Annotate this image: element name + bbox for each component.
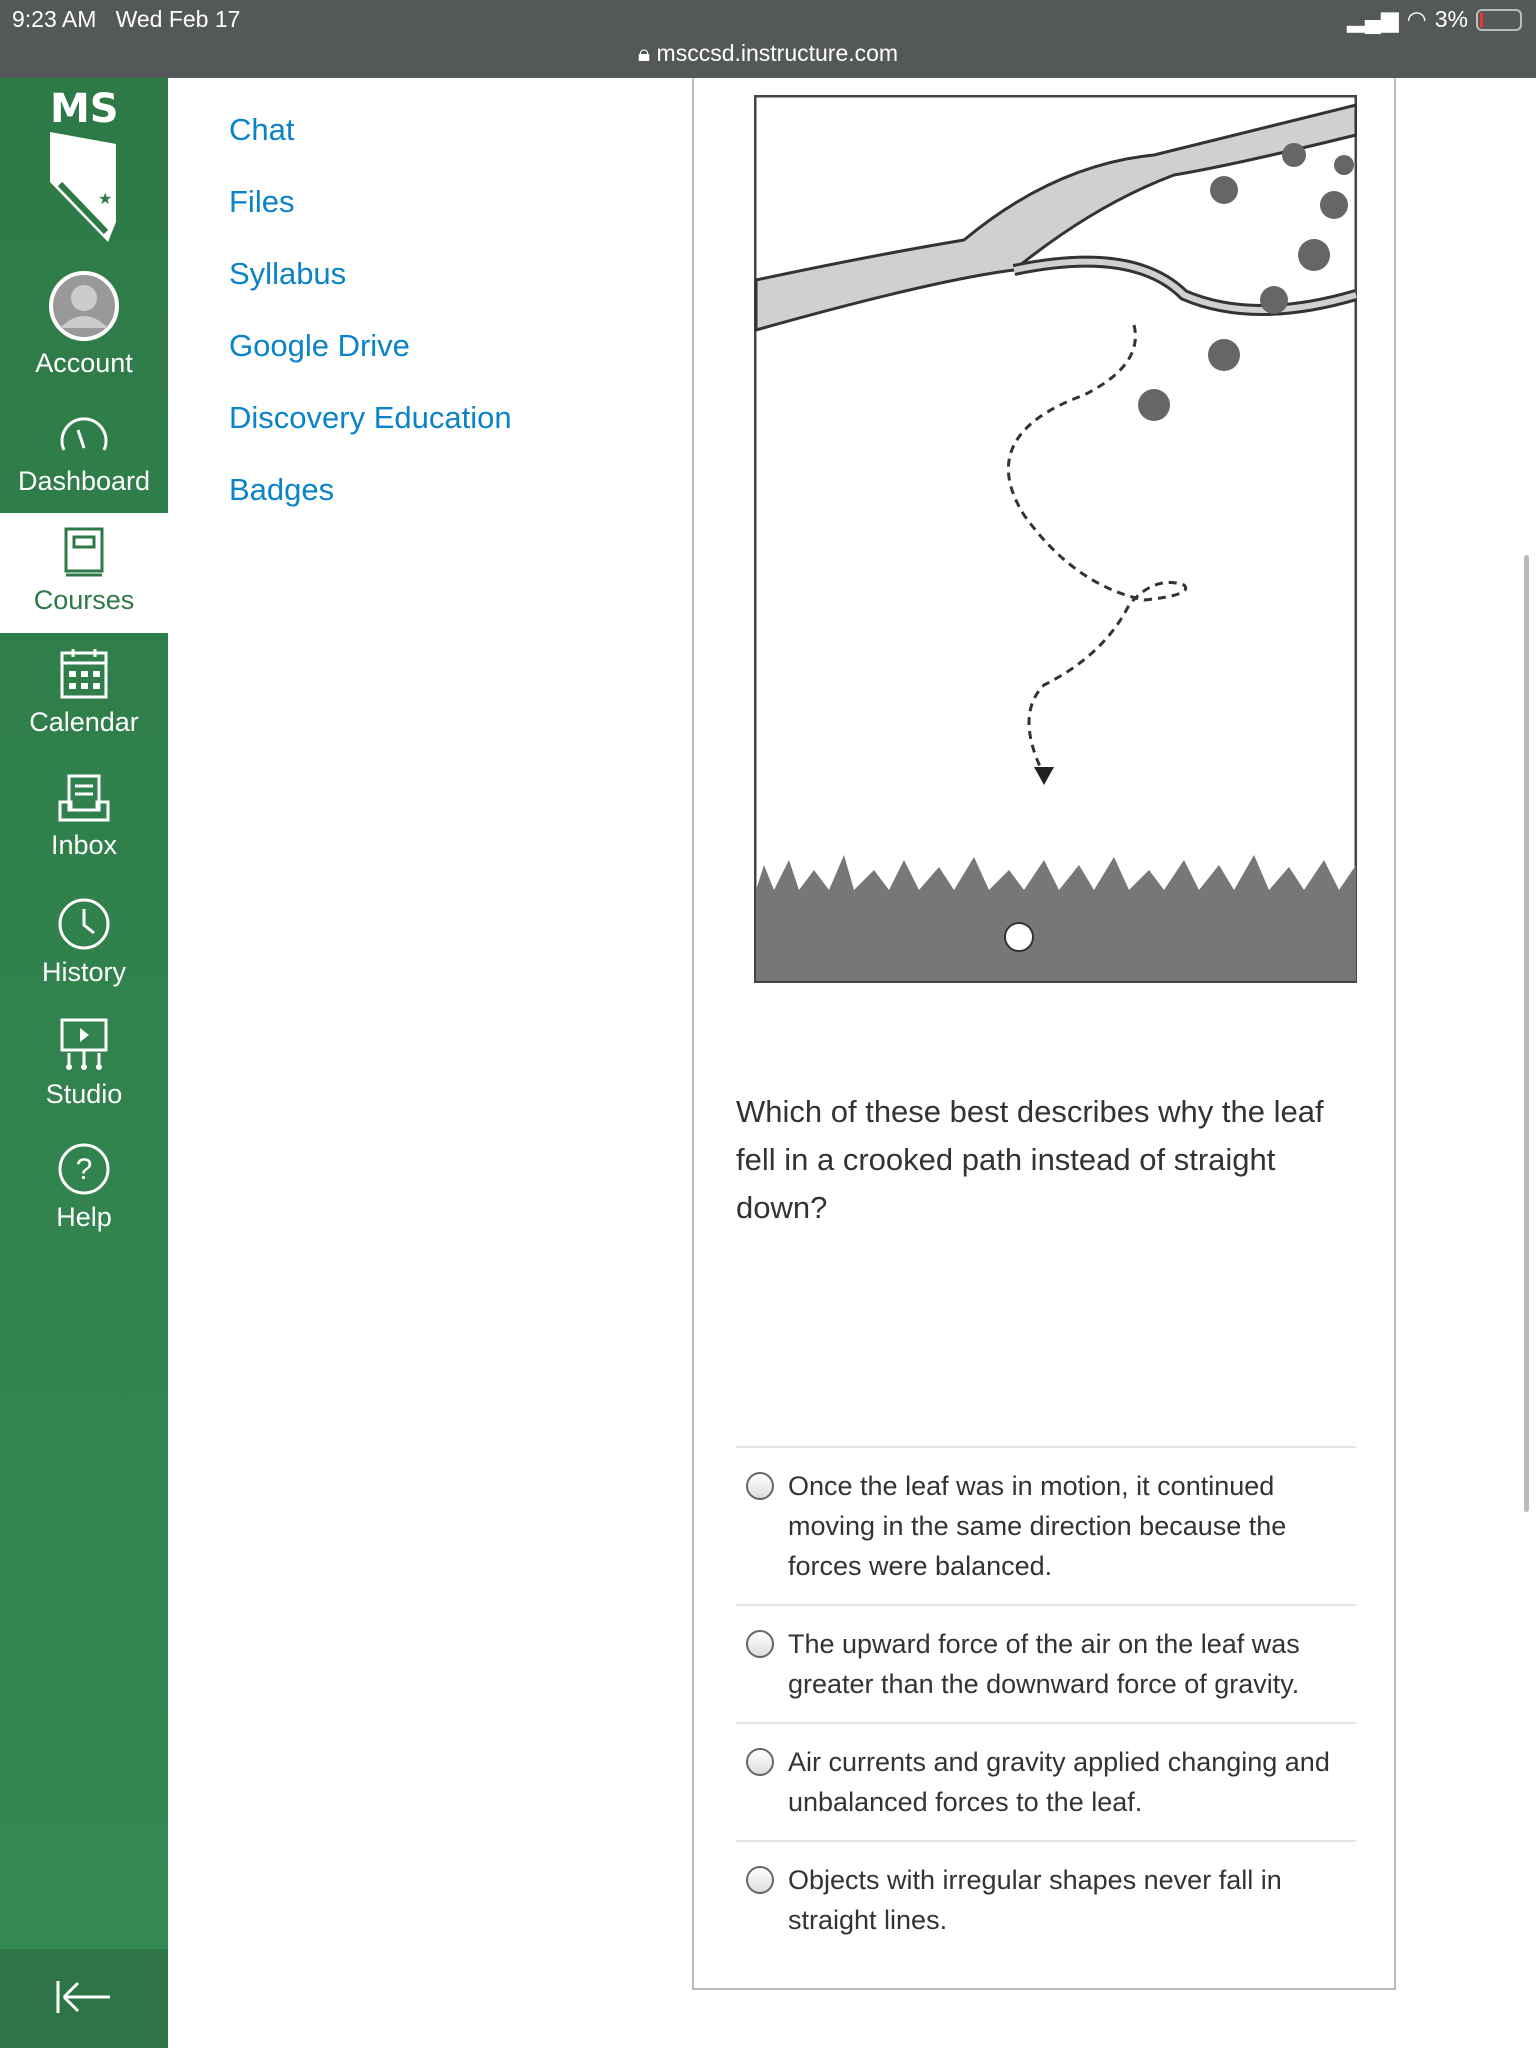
global-nav	[0, 78, 168, 2048]
calendar-icon	[59, 647, 109, 701]
battery-percent: 3%	[1434, 6, 1468, 32]
nav-account[interactable]	[0, 256, 168, 376]
courses-icon	[62, 527, 106, 579]
course-nav-chat[interactable]: Chat	[229, 112, 295, 147]
nav-label: Courses	[33, 585, 135, 615]
answer-options	[736, 1446, 1356, 1958]
answer-option[interactable]	[736, 1722, 1356, 1840]
scrollbar[interactable]	[1524, 555, 1529, 1512]
answer-option[interactable]	[736, 1446, 1356, 1604]
course-nav-syllabus[interactable]: Syllabus	[229, 256, 347, 291]
signal-icon: ▂▄▆	[1347, 6, 1399, 32]
collapse-nav-button[interactable]	[0, 1949, 168, 2048]
quiz-question-card	[692, 78, 1396, 1990]
answer-text: Objects with irregular shapes never fall in straight lines.	[788, 1865, 1282, 1935]
history-icon	[57, 897, 111, 951]
address-bar[interactable]	[0, 40, 1536, 67]
question-text: Which of these best describes why the leaf fell in a crooked path instead of straight down?	[736, 1094, 1324, 1225]
radio-button[interactable]	[746, 1630, 774, 1658]
nav-studio[interactable]	[0, 1003, 168, 1123]
account-icon	[48, 270, 120, 342]
help-icon	[57, 1142, 111, 1196]
logo-text: MS	[50, 86, 119, 132]
studio-icon	[57, 1017, 111, 1073]
nav-label: Account	[35, 348, 133, 378]
radio-button[interactable]	[746, 1472, 774, 1500]
course-nav-badges[interactable]: Badges	[229, 472, 335, 507]
radio-button[interactable]	[746, 1748, 774, 1776]
answer-text: Air currents and gravity applied changing and unbalanced forces to the leaf.	[788, 1747, 1330, 1817]
course-nav-files[interactable]: Files	[229, 184, 295, 219]
battery-icon	[1476, 9, 1522, 31]
time: 9:23 AM	[12, 6, 97, 32]
nav-history[interactable]	[0, 883, 168, 1003]
answer-option[interactable]	[736, 1840, 1356, 1958]
url-text: msccsd.instructure.com	[656, 40, 899, 66]
svg-text:★: ★	[98, 189, 113, 208]
nav-label: Inbox	[50, 830, 118, 860]
nav-label: Calendar	[29, 707, 139, 737]
collapse-arrow-icon	[54, 1977, 114, 2017]
falling-leaf-illustration	[754, 95, 1357, 983]
answer-text: The upward force of the air on the leaf was greater than the downward force of gravity.	[788, 1629, 1300, 1699]
course-nav-discovery-education[interactable]: Discovery Education	[229, 400, 512, 435]
inbox-icon	[57, 772, 111, 824]
course-nav	[229, 112, 512, 544]
lock-icon: 🔒︎	[637, 40, 651, 66]
nav-dashboard[interactable]	[0, 396, 168, 516]
school-logo[interactable]	[50, 86, 122, 252]
radio-button[interactable]	[746, 1866, 774, 1894]
nav-label: History	[41, 957, 126, 987]
svg-text:?: ?	[75, 1153, 93, 1186]
nav-label: Dashboard	[17, 466, 151, 496]
nav-label: Help	[56, 1202, 112, 1232]
nav-inbox[interactable]	[0, 758, 168, 878]
date: Wed Feb 17	[115, 6, 241, 32]
answer-text: Once the leaf was in motion, it continued moving in the same direction because the forces were balanced.	[788, 1471, 1287, 1581]
answer-option[interactable]	[736, 1604, 1356, 1722]
nav-courses[interactable]	[0, 513, 168, 633]
nav-label: Studio	[45, 1079, 123, 1109]
nav-calendar[interactable]	[0, 633, 168, 753]
status-bar	[0, 0, 1536, 78]
logo-shield-icon	[46, 132, 122, 252]
course-nav-google-drive[interactable]: Google Drive	[229, 328, 410, 363]
nav-help[interactable]	[0, 1128, 168, 1248]
wifi-icon: ◠	[1406, 6, 1427, 32]
dashboard-icon	[56, 410, 112, 460]
